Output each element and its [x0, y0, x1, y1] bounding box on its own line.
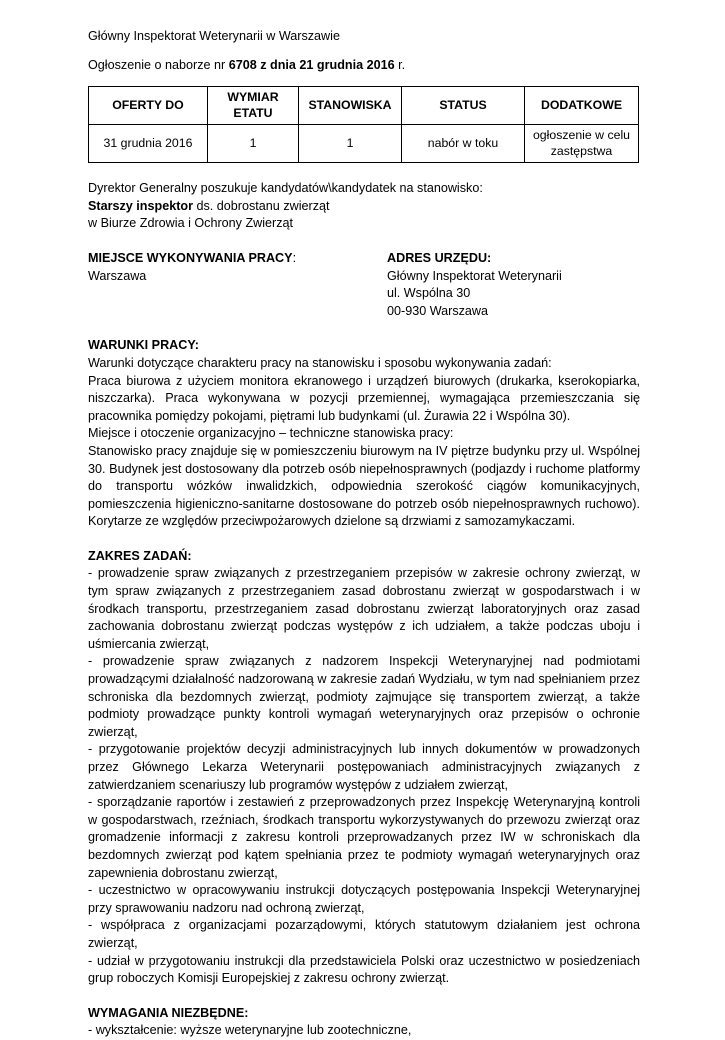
offer-table — [88, 86, 639, 163]
requirement-item: - wykształcenie: wyższe weterynaryjne lub zootechniczne, — [88, 1023, 412, 1038]
location-section — [88, 250, 640, 320]
announcement-document — [88, 28, 640, 1040]
address-block — [387, 250, 637, 320]
requirements-title: WYMAGANIA NIEZBĘDNE: — [88, 1005, 249, 1020]
cell-status: nabór w toku — [402, 125, 525, 163]
conditions-environment: Stanowisko pracy znajduje się w pomieszczeniu biurowym na IV piętrze budynku przy ul. Wspólnej 30. Budynek jest dostosowany dla potrzeb osób niepełnosprawnych (podjazdy i ruchome platformy do transportu wózków inwalidzkich, odpowiednia szerokość ciągów komunikacyjnych, pomieszczenia higieniczno-sanitarne dostosowane do potrzeb osób niepełnosprawnych ruchowo). Korytarze ze względów przeciwpożarowych dzielone są drzwiami z samozamykaczami. — [88, 443, 640, 529]
list-item: - sporządzanie raportów i zestawień z przeprowadzonych przez Inspekcję Weterynaryjną kontroli w gospodarstwach, rzeźniach, środkach transportu wykorzystywanych do przewozu zwierząt oraz gromadzenie informacji z zakresu kontroli przeprowadzanych przez IW w schroniskach dla bezdomnych zwierząt pod kątem spełniania przez te podmioty wymagań weterynaryjnych oraz zapewnienia dobrostanu zwierząt, — [88, 795, 640, 880]
position-title: Starszy inspektor ds. dobrostanu zwierząt — [88, 198, 330, 213]
department-name: w Biurze Zdrowia i Ochrony Zwierząt — [88, 216, 294, 231]
address-line-3: 00-930 Warszawa — [387, 303, 489, 318]
list-item: - prowadzenie spraw związanych z przestrzeganiem przepisów w zakresie ochrony zwierząt, w tym spraw związanych z przestrzeganiem zasad dobrostanu zwierząt w gospodarstwach i w środkach transportu, przestrzeganiem zasad dobrostanu zwierząt laboratoryjnych oraz zasad zachowania dobrostanu zwierząt podczas występów z ich udziałem, a także podczas uboju i uśmiercania zwierząt, — [88, 566, 640, 651]
conditions-title: WARUNKI PRACY: — [88, 338, 200, 353]
institution-name: Główny Inspektorat Weterynarii w Warszawie — [88, 29, 340, 43]
conditions-work-type: Praca biurowa z użyciem monitora ekranowego i urządzeń biurowych (drukarka, kserokopiarka, niszczarka). Praca wykonywana w pozycji przemiennej, wymagająca przemieszczania się pracownika pomiędzy pokojami, piętrami lub budynkami (ul. Żurawia 22 i Wspólna 30). — [88, 373, 640, 423]
tasks-title: ZAKRES ZADAŃ: — [88, 548, 192, 563]
address-label: ADRES URZĘDU: — [387, 250, 492, 265]
conditions-environment-heading: Miejsce i otoczenie organizacyjno – techniczne stanowiska pracy: — [88, 426, 454, 441]
announcement-number: 6708 z dnia 21 grudnia 2016 — [228, 57, 395, 72]
workplace-value: Warszawa — [88, 268, 147, 283]
header-wymiar-etatu: WYMIAR ETATU — [208, 87, 299, 125]
address-line-2: ul. Wspólna 30 — [387, 286, 471, 301]
list-item: - udział w przygotowaniu instrukcji dla przedstawiciela Polski oraz uczestnictwo w posiedzeniach grup roboczych Komisji Europejskiej z zakresu ochrony zwierząt. — [88, 953, 640, 986]
cell-stanowiska: 1 — [299, 125, 402, 163]
conditions-intro: Warunki dotyczące charakteru pracy na stanowisku i sposobu wykonywania zadań: — [88, 355, 552, 370]
list-item: - uczestnictwo w opracowywaniu instrukcji dotyczących postępowania Inspekcji Weterynaryjnej przy sprawowaniu nadzoru nad ochroną zwierząt, — [88, 883, 640, 915]
address-line-1: Główny Inspektorat Weterynarii — [387, 268, 562, 283]
announcement-title: Ogłoszenie o naborze nr 6708 z dnia 21 grudnia 2016 r. — [88, 57, 406, 72]
tasks-list — [88, 565, 640, 987]
offer-table-header-row — [89, 87, 639, 125]
offer-table-row — [89, 125, 639, 163]
cell-wymiar-etatu: 1 — [208, 125, 299, 163]
header-stanowiska: STANOWISKA — [299, 87, 402, 125]
cell-oferty-do: 31 grudnia 2016 — [89, 125, 208, 163]
cell-dodatkowe: ogłoszenie w celu zastępstwa — [525, 125, 639, 163]
intro-line: Dyrektor Generalny poszukuje kandydatów\kandydatek na stanowisko: — [88, 181, 483, 196]
list-item: - przygotowanie projektów decyzji administracyjnych lub innych dokumentów w prowadzonych przez Głównego Lekarza Weterynarii postępowaniach administracyjnych związanych z zatwierdzaniem scenariuszy lub programów występów z udziałem zwierząt, — [88, 742, 640, 792]
header-status: STATUS — [402, 87, 525, 125]
workplace-label: MIEJSCE WYKONYWANIA PRACY: — [88, 250, 297, 265]
header-dodatkowe: DODATKOWE — [525, 87, 639, 125]
workplace-block — [88, 250, 387, 320]
list-item: - współpraca z organizacjami pozarządowymi, których statutowym działaniem jest ochrona zwierząt, — [88, 918, 640, 950]
list-item: - prowadzenie spraw związanych z nadzorem Inspekcji Weterynaryjnej nad podmiotami prowadzącymi działalność nadzorowaną w zakresie zadań Wydziału, w tym nad spełnianiem przez schroniska dla bezdomnych zwierząt, podmioty zajmujące się transportem zwierząt, a także podmioty prowadzące punkty kontroli wymagań weterynaryjnych oraz przepisów o ochronie zwierząt, — [88, 654, 640, 739]
header-oferty-do: OFERTY DO — [89, 87, 208, 125]
